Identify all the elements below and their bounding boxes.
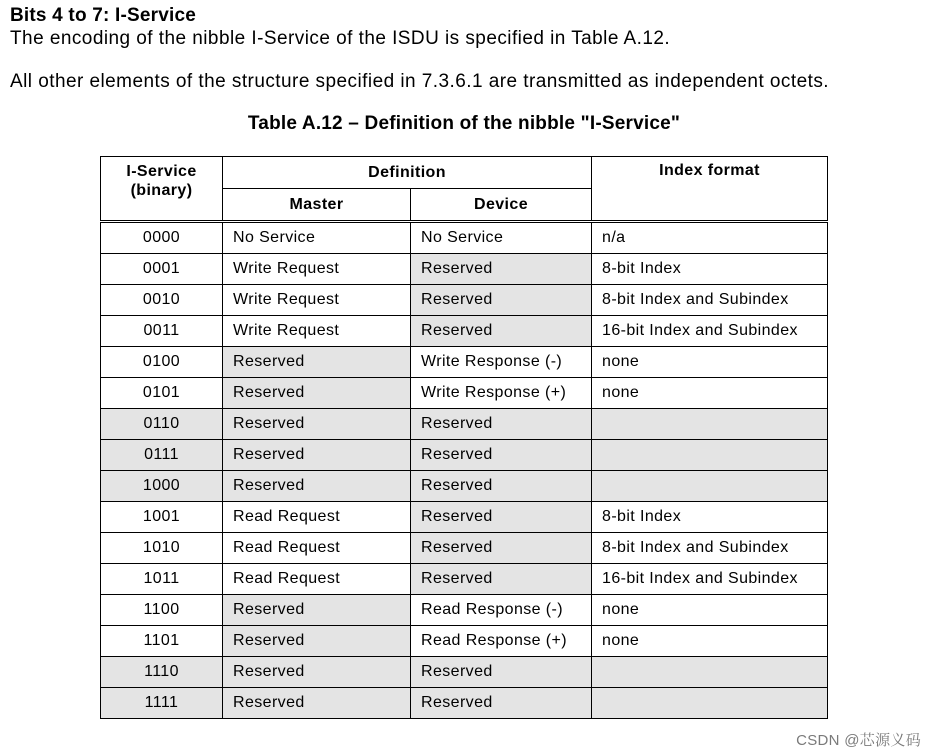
cell-index: 8-bit Index and Subindex [592, 533, 828, 564]
cell-index: none [592, 378, 828, 409]
cell-code: 1010 [101, 533, 223, 564]
cell-master: Write Request [223, 254, 411, 285]
cell-index: none [592, 347, 828, 378]
iservice-header [101, 157, 223, 222]
table-row [101, 409, 828, 440]
cell-master: Reserved [223, 440, 411, 471]
cell-master: No Service [223, 222, 411, 254]
octets-paragraph: All other elements of the structure specified in 7.3.6.1 are transmitted as independent octets. [10, 71, 830, 92]
cell-device: Reserved [411, 657, 592, 688]
cell-index: 8-bit Index [592, 254, 828, 285]
watermark: CSDN @芯源义码 [796, 732, 921, 749]
cell-code: 0000 [101, 222, 223, 254]
cell-device: Reserved [411, 285, 592, 316]
table-row [101, 657, 828, 688]
cell-index: n/a [592, 222, 828, 254]
cell-master: Reserved [223, 378, 411, 409]
table-row [101, 595, 828, 626]
cell-master: Reserved [223, 657, 411, 688]
cell-device: Write Response (-) [411, 347, 592, 378]
cell-index: 8-bit Index and Subindex [592, 285, 828, 316]
cell-code: 1001 [101, 502, 223, 533]
cell-index [592, 471, 828, 502]
cell-code: 0110 [101, 409, 223, 440]
device-header: Device [411, 189, 592, 222]
cell-device: Read Response (-) [411, 595, 592, 626]
cell-device: Reserved [411, 688, 592, 719]
cell-code: 0010 [101, 285, 223, 316]
iservice-header-line1: I-Service [126, 163, 197, 180]
cell-index: 16-bit Index and Subindex [592, 564, 828, 595]
cell-master: Write Request [223, 285, 411, 316]
table-row [101, 688, 828, 719]
cell-index [592, 440, 828, 471]
cell-code: 1101 [101, 626, 223, 657]
cell-master: Read Request [223, 564, 411, 595]
table-row [101, 471, 828, 502]
cell-index: none [592, 626, 828, 657]
section-heading: Bits 4 to 7: I-Service [10, 5, 197, 26]
cell-index: 16-bit Index and Subindex [592, 316, 828, 347]
cell-master: Reserved [223, 688, 411, 719]
table-row [101, 378, 828, 409]
cell-device: Reserved [411, 254, 592, 285]
cell-index: none [592, 595, 828, 626]
table-row [101, 440, 828, 471]
cell-code: 0001 [101, 254, 223, 285]
cell-master: Reserved [223, 626, 411, 657]
index-format-header: Index format [592, 157, 828, 222]
cell-code: 1011 [101, 564, 223, 595]
table-row [101, 347, 828, 378]
cell-index: 8-bit Index [592, 502, 828, 533]
cell-code: 0011 [101, 316, 223, 347]
cell-master: Reserved [223, 595, 411, 626]
table-row [101, 285, 828, 316]
table-row [101, 254, 828, 285]
cell-device: Reserved [411, 533, 592, 564]
master-header: Master [223, 189, 411, 222]
cell-code: 0101 [101, 378, 223, 409]
table-body [101, 222, 828, 719]
table-row [101, 316, 828, 347]
cell-device: Reserved [411, 409, 592, 440]
cell-code: 1110 [101, 657, 223, 688]
cell-device: Write Response (+) [411, 378, 592, 409]
table-row [101, 502, 828, 533]
cell-device: Reserved [411, 316, 592, 347]
definition-header: Definition [223, 157, 592, 189]
cell-master: Write Request [223, 316, 411, 347]
cell-device: No Service [411, 222, 592, 254]
cell-master: Reserved [223, 347, 411, 378]
cell-device: Reserved [411, 502, 592, 533]
table-row [101, 626, 828, 657]
table-row [101, 533, 828, 564]
intro-paragraph: The encoding of the nibble I-Service of the ISDU is specified in Table A.12. [10, 28, 671, 49]
iservice-table [100, 156, 828, 719]
cell-code: 1100 [101, 595, 223, 626]
cell-master: Reserved [223, 471, 411, 502]
table-row [101, 564, 828, 595]
table-header-row [101, 157, 828, 189]
cell-device: Reserved [411, 471, 592, 502]
cell-code: 0111 [101, 440, 223, 471]
table-caption: Table A.12 – Definition of the nibble "I-Service" [247, 113, 681, 134]
cell-master: Read Request [223, 502, 411, 533]
cell-code: 1111 [101, 688, 223, 719]
cell-code: 1000 [101, 471, 223, 502]
cell-master: Read Request [223, 533, 411, 564]
iservice-header-line2: (binary) [130, 182, 193, 199]
cell-device: Reserved [411, 440, 592, 471]
cell-master: Reserved [223, 409, 411, 440]
cell-index [592, 409, 828, 440]
cell-index [592, 688, 828, 719]
cell-device: Reserved [411, 564, 592, 595]
cell-device: Read Response (+) [411, 626, 592, 657]
table-row [101, 222, 828, 254]
cell-index [592, 657, 828, 688]
cell-code: 0100 [101, 347, 223, 378]
